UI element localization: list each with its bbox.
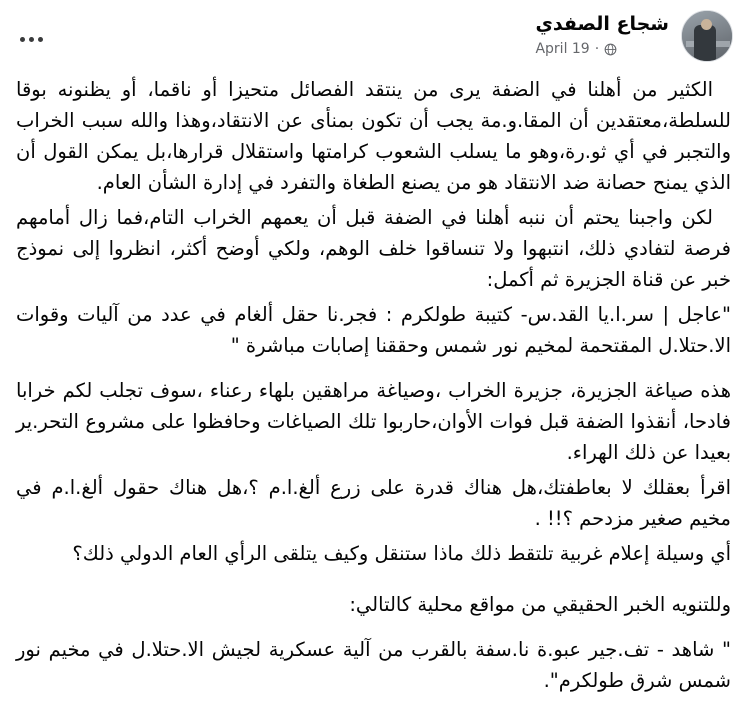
globe-icon[interactable] [604,43,617,56]
author-name[interactable]: شجاع الصفدي [535,13,669,35]
post-paragraph: " شاهد - تف.جير عبو.ة نا.سفة بالقرب من آلية عسكرية لجيش الا.حتلا.ل في مخيم نور شمس شرق طولكرم". [16,638,731,692]
post-paragraph: لكن واجبنا يحتم أن ننبه أهلنا في الضفة قبل أن يعمهم الخراب التام،فما زال أمامهم فرصة لتفادي ذلك، انتبهوا ولا تنساقوا خلف الوهم، ولكي أوضح أكثر، انظروا إلى نموذج خبر عن قناة الجزيرة ثم أكمل: [16,206,731,291]
avatar[interactable] [681,10,733,62]
post-paragraph: هذه صياغة الجزيرة، جزيرة الخراب ،وصياغة مراهقين بلهاء رعناء ،سوف تجلب لكم خرابا فادحا، أنقذوا الضفة قبل فوات الأوان،حاربوا تلك الصياغات وحافظوا على مشروع التحر.ير بعيدا عن ذلك الهراء. [16,379,731,464]
avatar-head [701,19,712,30]
post-header [0,0,747,66]
post-paragraph: أي وسيلة إعلام غربية تلتقط ذلك ماذا ستنقل وكيف يتلقى الرأي العام الدولي ذلك؟ [72,542,731,565]
post-paragraph: وللتنويه الخبر الحقيقي من مواقع محلية كالتالي: [349,593,731,616]
more-options-dots [20,37,43,42]
more-options-icon[interactable] [14,22,48,56]
post-meta [535,40,669,58]
post-body [0,66,747,710]
meta-separator: · [594,41,600,57]
post-paragraph: الكثير من أهلنا في الضفة يرى من ينتقد الفصائل متحيزا أو ناقما، أو يظنونه بوقا للسلطة،معتقدين أن المقا.و.مة يجب أن تكون بمنأى عن الانتقاد،وهذا والله سبب الخراب والتجبر في أي ثو.رة،وهو ما يسلب الشعوب كرامتها واستقلال قرارها،بل يمكن القول أن الذي يمنح حصانة ضد الانتقاد هو من يصنع الطغاة والتفرد في إدارة الشأن العام. [16,78,731,194]
post-paragraph: "عاجل | سر.ا.يا القد.س- كتيبة طولكرم : فجر.نا حقل ألغام في عدد من آليات وقوات الا.حتلا.ل المقتحمة لمخيم نور شمس وحققنا إصابات مباشرة " [16,303,731,357]
header-text [535,10,669,58]
avatar-figure [694,25,716,62]
post-date[interactable]: April 19 [535,41,590,57]
post-paragraph: اقرأ بعقلك لا بعاطفتك،هل هناك قدرة على زرع ألغ.ا.م ؟،هل هناك حقول ألغ.ا.م في مخيم صغير مزدحم ؟!! . [16,476,731,530]
